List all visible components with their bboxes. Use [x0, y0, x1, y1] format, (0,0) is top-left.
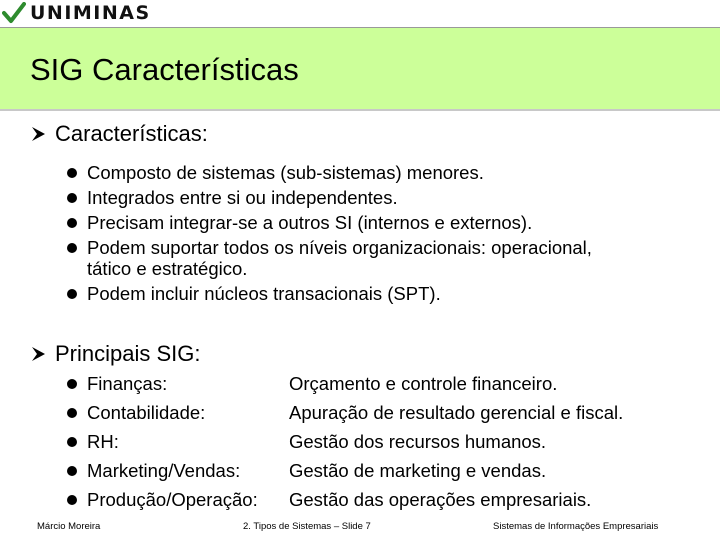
list-item: Integrados entre si ou independentes. [64, 185, 592, 210]
section-principal-sig-heading [30, 341, 201, 367]
section-characteristics-heading [30, 121, 208, 147]
principal-sig-list [64, 369, 623, 514]
list-item: Marketing/Vendas: Gestão de marketing e vendas. [64, 456, 623, 485]
logo-text: UNIMINAS [30, 2, 151, 24]
bullet-dot-icon [67, 379, 77, 389]
bullet-dot-icon [67, 168, 77, 178]
list-item: RH: Gestão dos recursos humanos. [64, 427, 623, 456]
list-item: Podem suportar todos os níveis organizacionais: operacional, tático e estratégico. [64, 235, 592, 279]
uniminas-logo [2, 2, 151, 24]
list-item: Composto de sistemas (sub-sistemas) menores. [64, 160, 592, 185]
list-item: Podem incluir núcleos transacionais (SPT). [64, 281, 592, 306]
bullet-dot-icon [67, 495, 77, 505]
bullet-dot-icon [67, 243, 77, 253]
bullet-dot-icon [67, 466, 77, 476]
footer-author: Márcio Moreira [37, 521, 101, 532]
checkmark-logo-icon [2, 2, 26, 24]
characteristics-list [64, 160, 592, 306]
slide-title: SIG Características [30, 52, 299, 87]
bullet-dot-icon [67, 289, 77, 299]
bullet-dot-icon [67, 437, 77, 447]
bullet-dot-icon [67, 193, 77, 203]
list-item: Contabilidade: Apuração de resultado gerencial e fiscal. [64, 398, 623, 427]
section-heading: Características: [55, 121, 208, 146]
list-item: Finanças: Orçamento e controle financeiro. [64, 369, 623, 398]
arrow-bullet-icon [30, 125, 47, 143]
list-item: Precisam integrar-se a outros SI (internos e externos). [64, 210, 592, 235]
bullet-dot-icon [67, 218, 77, 228]
section-heading: Principais SIG: [55, 341, 201, 366]
footer-slide-ref: 2. Tipos de Sistemas – Slide 7 [243, 521, 371, 532]
arrow-bullet-icon [30, 345, 47, 363]
bullet-dot-icon [67, 408, 77, 418]
footer-course: Sistemas de Informações Empresariais [493, 521, 659, 532]
list-item: Produção/Operação: Gestão das operações empresariais. [64, 485, 623, 514]
